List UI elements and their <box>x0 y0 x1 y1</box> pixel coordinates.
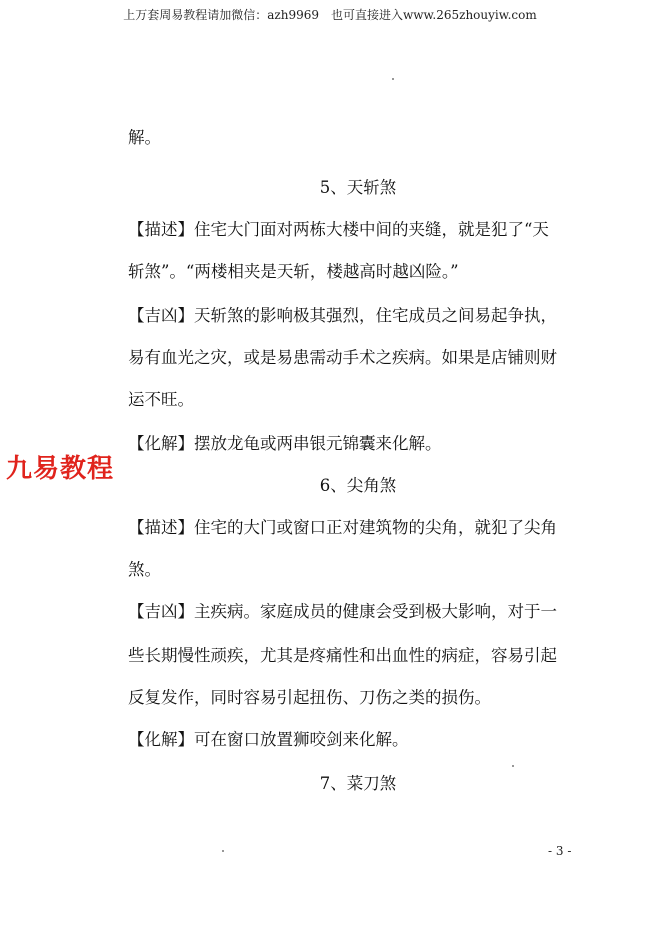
text-line: 【化解】可在窗口放置狮咬剑来化解。 <box>128 730 409 749</box>
section-heading: 7、菜刀煞 <box>319 774 397 793</box>
text-line: 易有血光之灾，或是易患需动手术之疾病。如果是店铺则财 <box>128 348 557 367</box>
text-line: 【吉凶】天斩煞的影响极其强烈，住宅成员之间易起争执， <box>128 306 557 325</box>
text-line: 运不旺。 <box>128 390 194 409</box>
text-line: 些长期慢性顽疾，尤其是疼痛性和出血性的病症，容易引起 <box>128 646 557 665</box>
text-line: 【化解】摆放龙龟或两串银元锦囊来化解。 <box>128 434 442 453</box>
text-line: 【描述】住宅的大门或窗口正对建筑物的尖角，就犯了尖角 <box>128 518 557 537</box>
scan-speck <box>512 765 514 767</box>
scan-speck <box>392 78 394 80</box>
scan-speck <box>222 850 224 852</box>
watermark-logo: 九易教程 <box>6 454 115 484</box>
text-line: 反复发作，同时容易引起扭伤、刀伤之类的损伤。 <box>128 688 491 707</box>
section-heading: 6、尖角煞 <box>319 476 397 495</box>
text-line: 煞。 <box>128 560 161 579</box>
text-line: 斩煞”。“两楼相夹是天斩，楼越高时越凶险。” <box>128 262 459 281</box>
page-header: 上万套周易教程请加微信：azh9969 也可直接进入www.265zhouyiw.com <box>123 8 537 22</box>
text-line: 【描述】住宅大门面对两栋大楼中间的夹缝，就是犯了“天 <box>128 220 549 239</box>
text-line: 【吉凶】主疾病。家庭成员的健康会受到极大影响，对于一 <box>128 602 557 621</box>
section-heading: 5、天斩煞 <box>319 178 397 197</box>
text-line: 解。 <box>128 128 161 147</box>
page-number: - 3 - <box>548 844 572 858</box>
